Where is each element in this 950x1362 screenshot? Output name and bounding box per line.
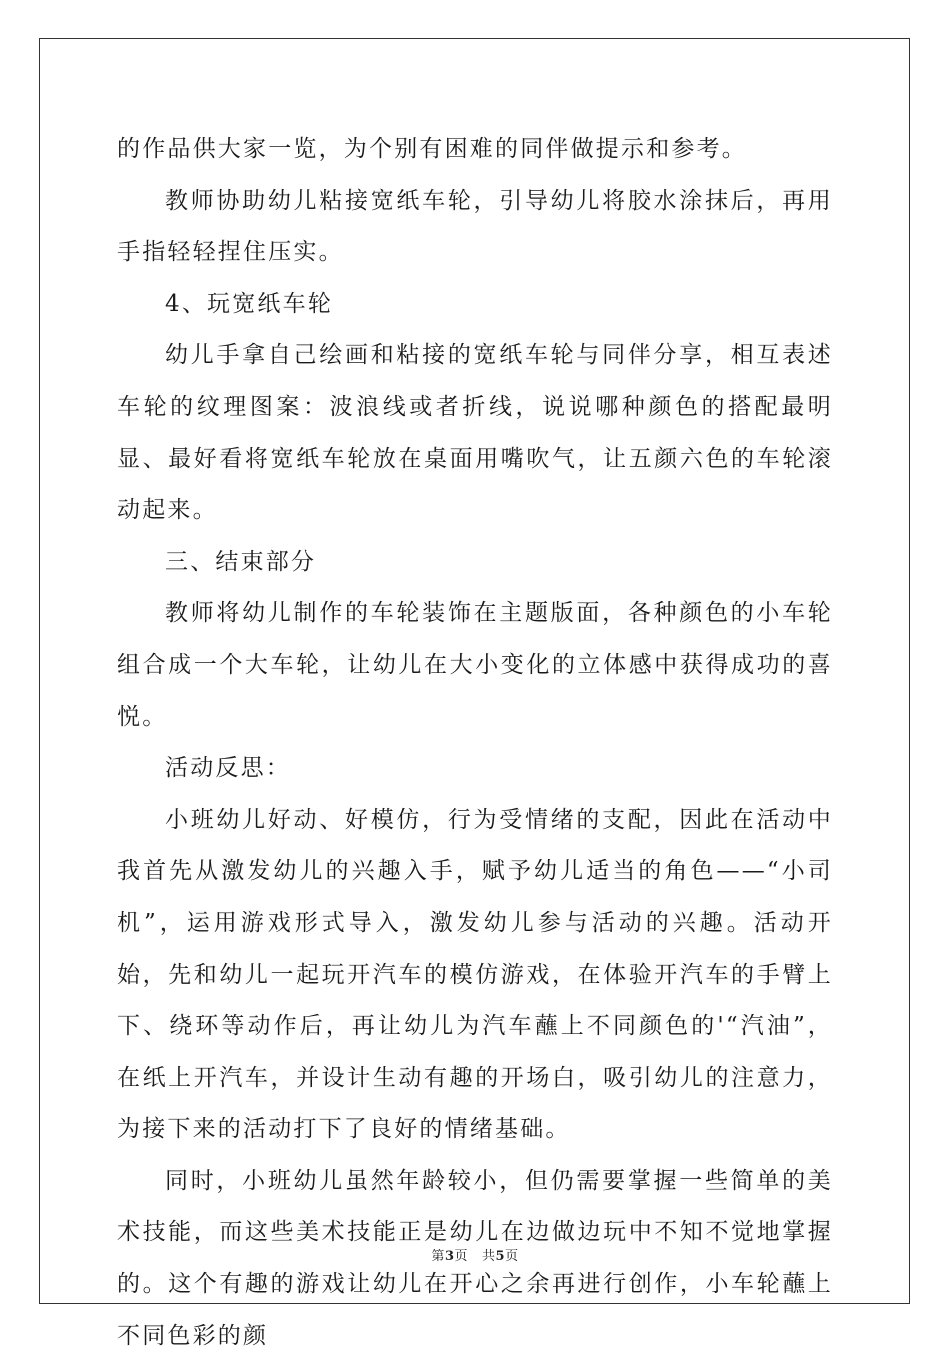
- section-heading-end: 三、结束部分: [165, 548, 317, 575]
- section-heading-4: 4、玩宽纸车轮: [165, 290, 334, 317]
- paragraph-3: 幼儿手拿自己绘画和粘接的宽纸车轮与同伴分享，相互表述车轮的纹理图案：波浪线或者折线，说说哪种颜色的搭配最明显、最好看将宽纸车轮放在桌面用嘴吹气，让五颜六色的车轮滚动起来。: [117, 342, 833, 524]
- paragraph-5: 小班幼儿好动、好模仿，行为受情绪的支配，因此在活动中我首先从激发幼儿的兴趣入手，赋予幼儿适当的角色——“小司机”，运用游戏形式导入，激发幼儿参与活动的兴趣。活动开始，先和幼儿一起玩开汽车的模仿游戏，在体验开汽车的手臂上下、绕环等动作后，再让幼儿为汽车蘸上不同颜色的'“汽油”，在纸上开汽车，并设计生动有趣的开场白，吸引幼儿的注意力，为接下来的活动打下了良好的情绪基础。: [117, 806, 833, 1143]
- footer-page-prefix: 第: [431, 1249, 445, 1264]
- footer-page-suffix: 页: [454, 1249, 468, 1264]
- paragraph-2: 教师协助幼儿粘接宽纸车轮，引导幼儿将胶水涂抹后，再用手指轻轻捏住压实。: [117, 187, 833, 266]
- paragraph-1: 的作品供大家一览，为个别有困难的同伴做提示和参考。: [117, 136, 747, 162]
- paragraph-4: 教师将幼儿制作的车轮装饰在主题版面，各种颜色的小车轮组合成一个大车轮，让幼儿在大小变化的立体感中获得成功的喜悦。: [117, 600, 833, 730]
- footer-total-suffix: 页: [505, 1249, 519, 1264]
- document-body: [117, 124, 833, 1362]
- footer-page-total: 5: [495, 1249, 506, 1264]
- paragraph-6: 同时，小班幼儿虽然年龄较小，但仍需要掌握一些简单的美术技能，而这些美术技能正是幼儿在边做边玩中不知不觉地掌握的。这个有趣的游戏让幼儿在开心之余再进行创作，小车轮蘸上不同色彩的颜: [117, 1167, 833, 1349]
- reflection-heading: 活动反思：: [165, 755, 291, 782]
- page-footer: [0, 1245, 950, 1264]
- footer-page-current: 3: [444, 1249, 455, 1264]
- footer-total-prefix: 共: [482, 1249, 496, 1264]
